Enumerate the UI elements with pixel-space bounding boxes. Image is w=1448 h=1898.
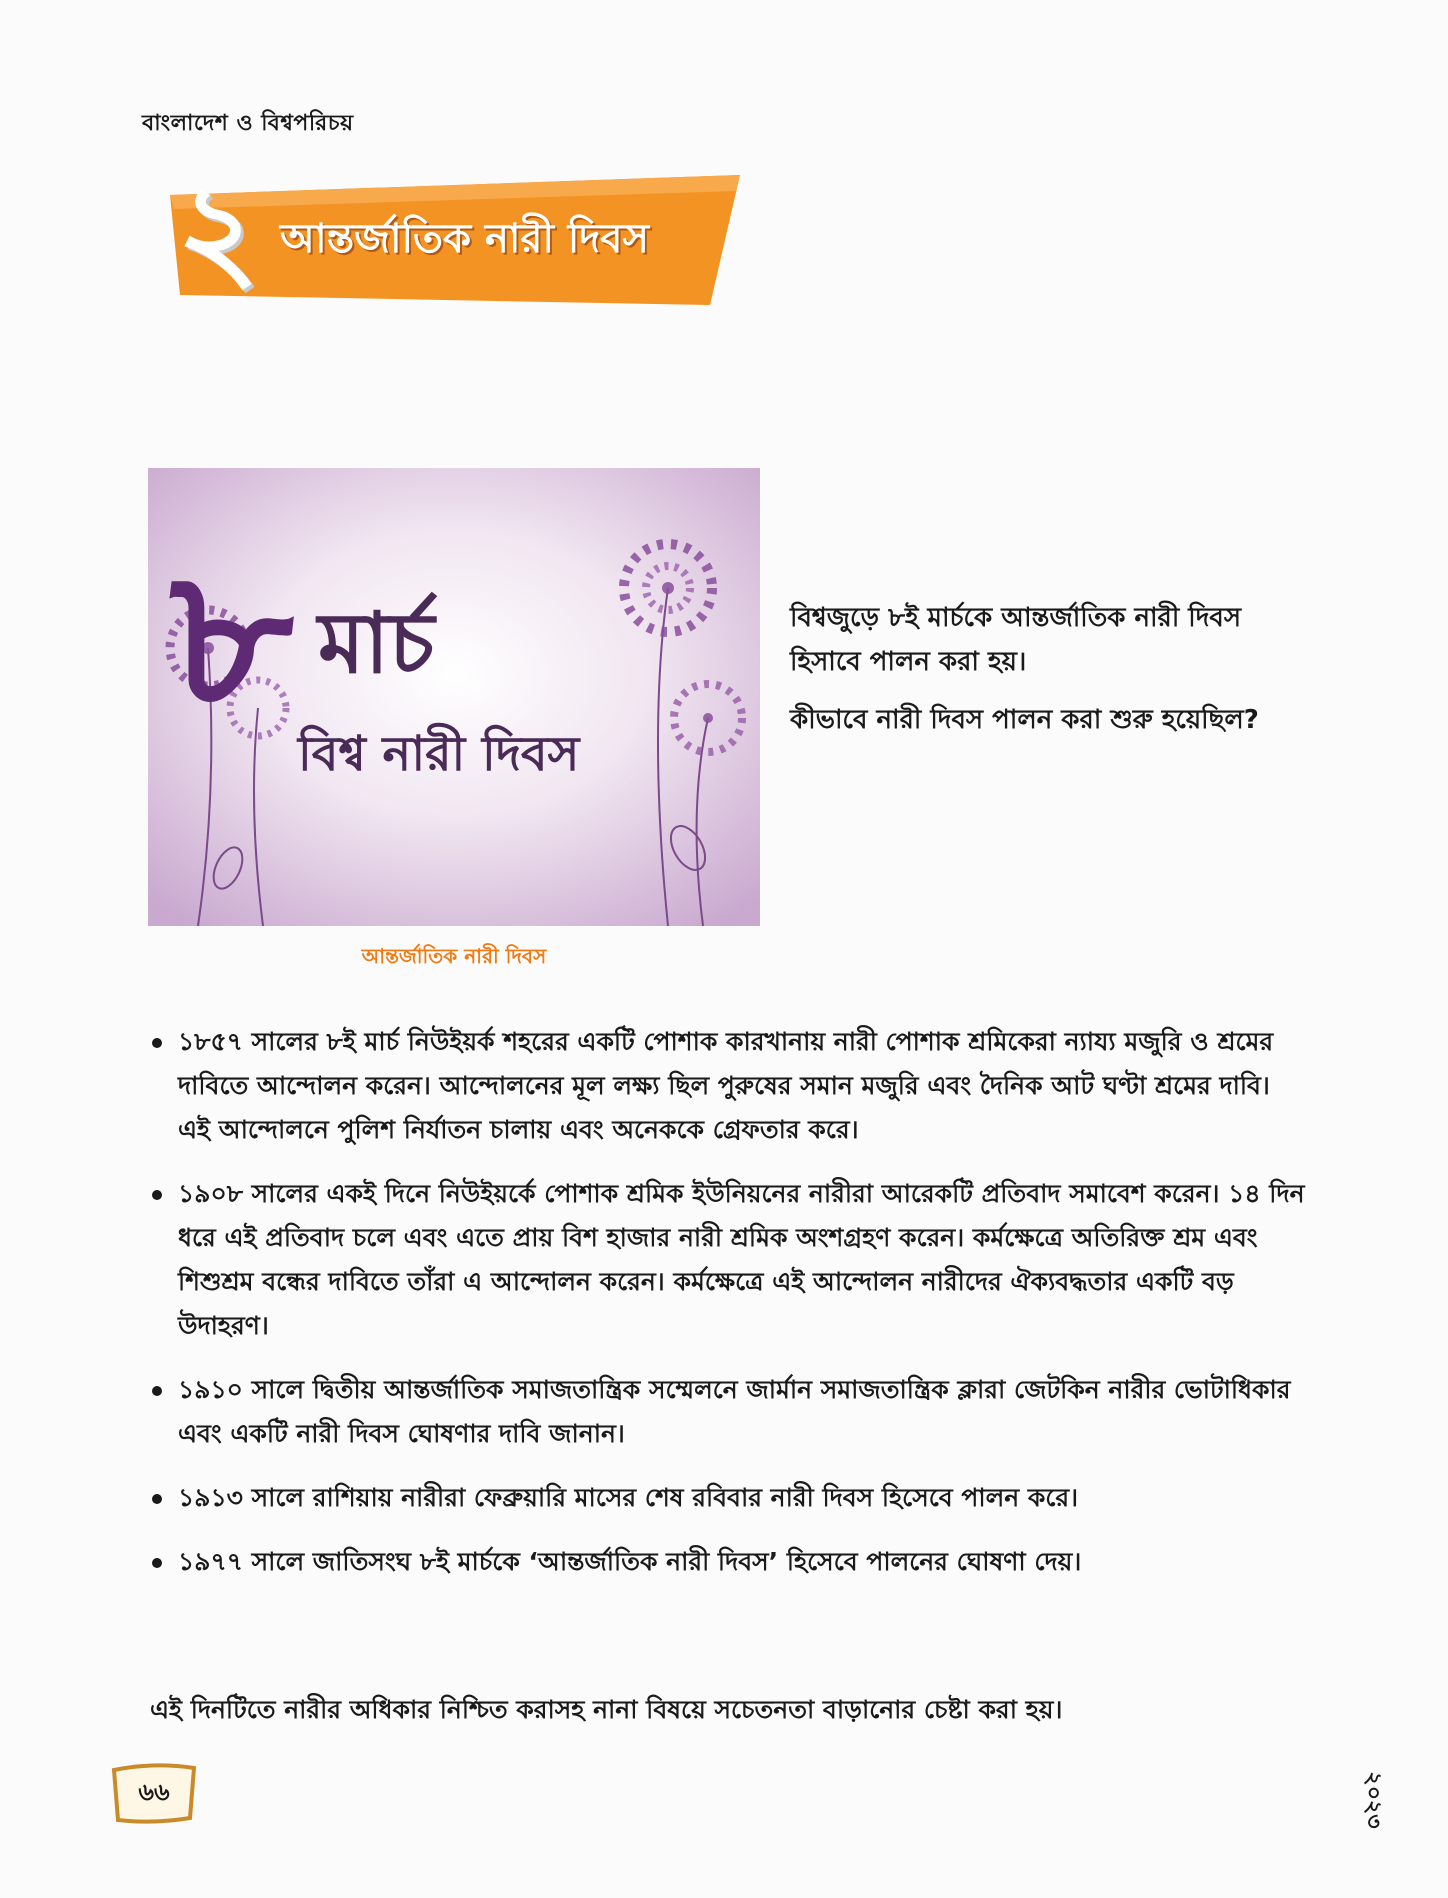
running-header: বাংলাদেশ ও বিশ্বপরিচয় (142, 111, 354, 136)
list-item: ১৮৫৭ সালের ৮ই মার্চ নিউইয়র্ক শহরের একটি পোশাক কারখানায় নারী পোশাক শ্রমিকেরা ন্যায্য মজুরি ও শ্রমের দাবিতে আন্দোলন করেন। আন্দোলনের মূল লক্ষ্য ছিল পুরুষের সমান মজুরি এবং দৈনিক আট ঘণ্টা শ্রমের দাবি। এই আন্দোলনে পুলিশ নির্যাতন চালায় এবং অনেককে গ্রেফতার করে। (150, 1020, 1310, 1152)
closing-line: এই দিনটিতে নারীর অধিকার নিশ্চিত করাসহ নানা বিষয়ে সচেতনতা বাড়ানোর চেষ্টা করা হয়। (150, 1695, 1063, 1724)
list-item: ১৯৭৭ সালে জাতিসংঘ ৮ই মার্চকে ‘আন্তর্জাতিক নারী দিবস’ হিসেবে পালনের ঘোষণা দেয়। (150, 1540, 1310, 1584)
chapter-title: আন্তর্জাতিক নারী দিবস (280, 216, 649, 262)
page-number-tag (108, 1760, 200, 1826)
chapter-number: ২ (176, 157, 260, 306)
side-statement: বিশ্বজুড়ে ৮ই মার্চকে আন্তর্জাতিক নারী দিবস হিসাবে পালন করা হয়। (790, 603, 1242, 677)
side-text (790, 596, 1310, 756)
year-mark (1352, 1740, 1392, 1860)
hero-numeral: ৮ (170, 526, 294, 749)
list-item: ১৯০৮ সালের একই দিনে নিউইয়র্কে পোশাক শ্রমিক ইউনিয়নের নারীরা আরেকটি প্রতিবাদ সমাবেশ করেন। ১৪ দিন ধরে এই প্রতিবাদ চলে এবং এতে প্রায় বিশ হাজার নারী শ্রমিক অংশগ্রহণ করেন। কর্মক্ষেত্রে অতিরিক্ত শ্রম এবং শিশুশ্রম বন্ধের দাবিতে তাঁরা এ আন্দোলন করেন। কর্মক্ষেত্রে এই আন্দোলন নারীদের ঐক্যবদ্ধতার একটি বড় উদাহরণ। (150, 1172, 1310, 1348)
list-item: ১৯১৩ সালে রাশিয়ায় নারীরা ফেব্রুয়ারি মাসের শেষ রবিবার নারী দিবস হিসেবে পালন করে। (150, 1476, 1310, 1520)
hero-image (148, 468, 760, 926)
list-item: ১৯১০ সালে দ্বিতীয় আন্তর্জাতিক সমাজতান্ত্রিক সম্মেলনে জার্মান সমাজতান্ত্রিক ক্লারা জেটকিন নারীর ভোটাধিকার এবং একটি নারী দিবস ঘোষণার দাবি জানান। (150, 1368, 1310, 1456)
year-text: ২০২৩ (1360, 1771, 1386, 1829)
history-bullet-list (150, 1020, 1310, 1604)
image-caption: আন্তর্জাতিক নারী দিবস (361, 944, 547, 968)
page-number: ৬৬ (138, 1778, 170, 1806)
chapter-banner (150, 155, 750, 315)
hero-line-day: বিশ্ব নারী দিবস (298, 726, 580, 782)
hero-line-month: মার্চ (318, 593, 435, 692)
side-question: কীভাবে নারী দিবস পালন করা শুরু হয়েছিল? (790, 705, 1259, 735)
